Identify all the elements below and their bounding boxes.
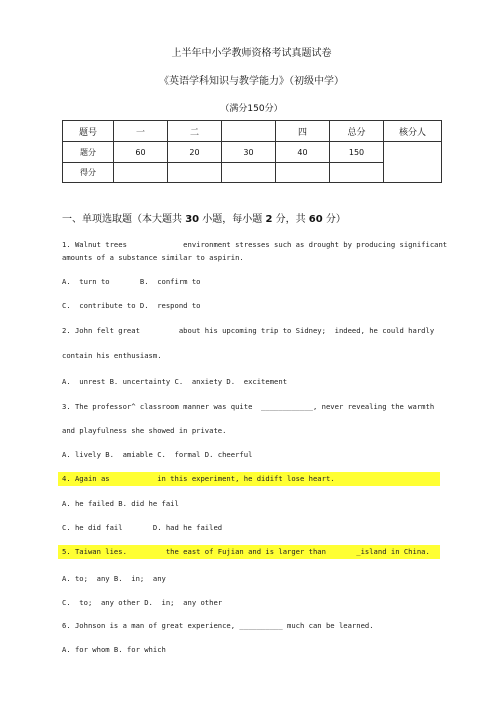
section-heading-text: 分）	[322, 214, 346, 225]
table-cell	[330, 163, 384, 183]
answer-options: A. lively B. amiable C. formal D. cheerful	[62, 450, 253, 459]
table-cell: 30	[222, 142, 276, 163]
table-cell: 得分	[63, 163, 114, 183]
section-heading	[62, 210, 346, 225]
table-cell	[222, 163, 276, 183]
answer-options: C. he did fail D. had he failed	[62, 523, 223, 532]
answer-options: A. to; any B. in; any	[62, 574, 166, 583]
question-text: 3. The professor^ classroom manner was quite ____________, never revealing the warmth	[62, 402, 435, 411]
highlighted-question: 4. Again as in this experiment, he didift lose heart.	[58, 472, 440, 486]
table-cell: 一	[114, 121, 168, 142]
table-cell	[276, 163, 330, 183]
highlighted-question: 5. Taiwan lies. the east of Fujian and is larger than _island in China.	[58, 545, 440, 559]
question-text: amounts of a substance similar to aspirin.	[62, 253, 244, 262]
answer-options: A. unrest B. uncertainty C. anxiety D. excitement	[62, 377, 288, 386]
question-text: 2. John felt great about his upcoming trip to Sidney; indeed, he could hardly	[62, 326, 435, 335]
answer-options: A. for whom B. for which	[62, 645, 166, 654]
question-text: and playfulness she showed in private.	[62, 426, 227, 435]
table-cell	[222, 121, 276, 142]
section-question-count: 30	[185, 214, 200, 225]
section-heading-text: 小题，每小题	[199, 214, 266, 225]
question-text: contain his enthusiasm.	[62, 351, 162, 360]
score-table	[62, 120, 442, 183]
table-row	[63, 142, 442, 163]
table-cell: 40	[276, 142, 330, 163]
answer-options: A. he failed B. did he fail	[62, 499, 179, 508]
table-cell: 150	[330, 142, 384, 163]
section-points-each: 2	[265, 214, 273, 225]
section-points-total: 60	[308, 214, 323, 225]
exam-title: 上半年中小学教师资格考试真题试卷	[171, 48, 332, 59]
full-score-note: （满分150分）	[220, 104, 283, 114]
section-heading-text: 一、单项选取题（本大题共	[62, 214, 186, 225]
section-heading-text: 分，共	[272, 214, 309, 225]
question-text: 6. Johnson is a man of great experience, __________ much can be learned.	[62, 621, 374, 630]
table-cell: 60	[114, 142, 168, 163]
question-text: 1. Walnut trees environment stresses such as drought by producing significant	[62, 240, 448, 249]
table-cell: 核分人	[384, 121, 442, 142]
table-cell: 总分	[330, 121, 384, 142]
answer-options: C. contribute to D. respond to	[62, 301, 201, 310]
table-cell: 二	[168, 121, 222, 142]
table-row	[63, 121, 442, 142]
table-cell: 四	[276, 121, 330, 142]
table-cell: 题分	[63, 142, 114, 163]
answer-options: C. to; any other D. in; any other	[62, 598, 223, 607]
table-cell	[114, 163, 168, 183]
table-cell: 20	[168, 142, 222, 163]
answer-options: A. turn to B. confirm to	[62, 277, 201, 286]
table-cell	[168, 163, 222, 183]
table-cell: 题号	[63, 121, 114, 142]
exam-subtitle: 《英语学科知识与教学能力》（初级中学）	[159, 76, 344, 87]
table-cell-reviewer	[384, 142, 442, 183]
